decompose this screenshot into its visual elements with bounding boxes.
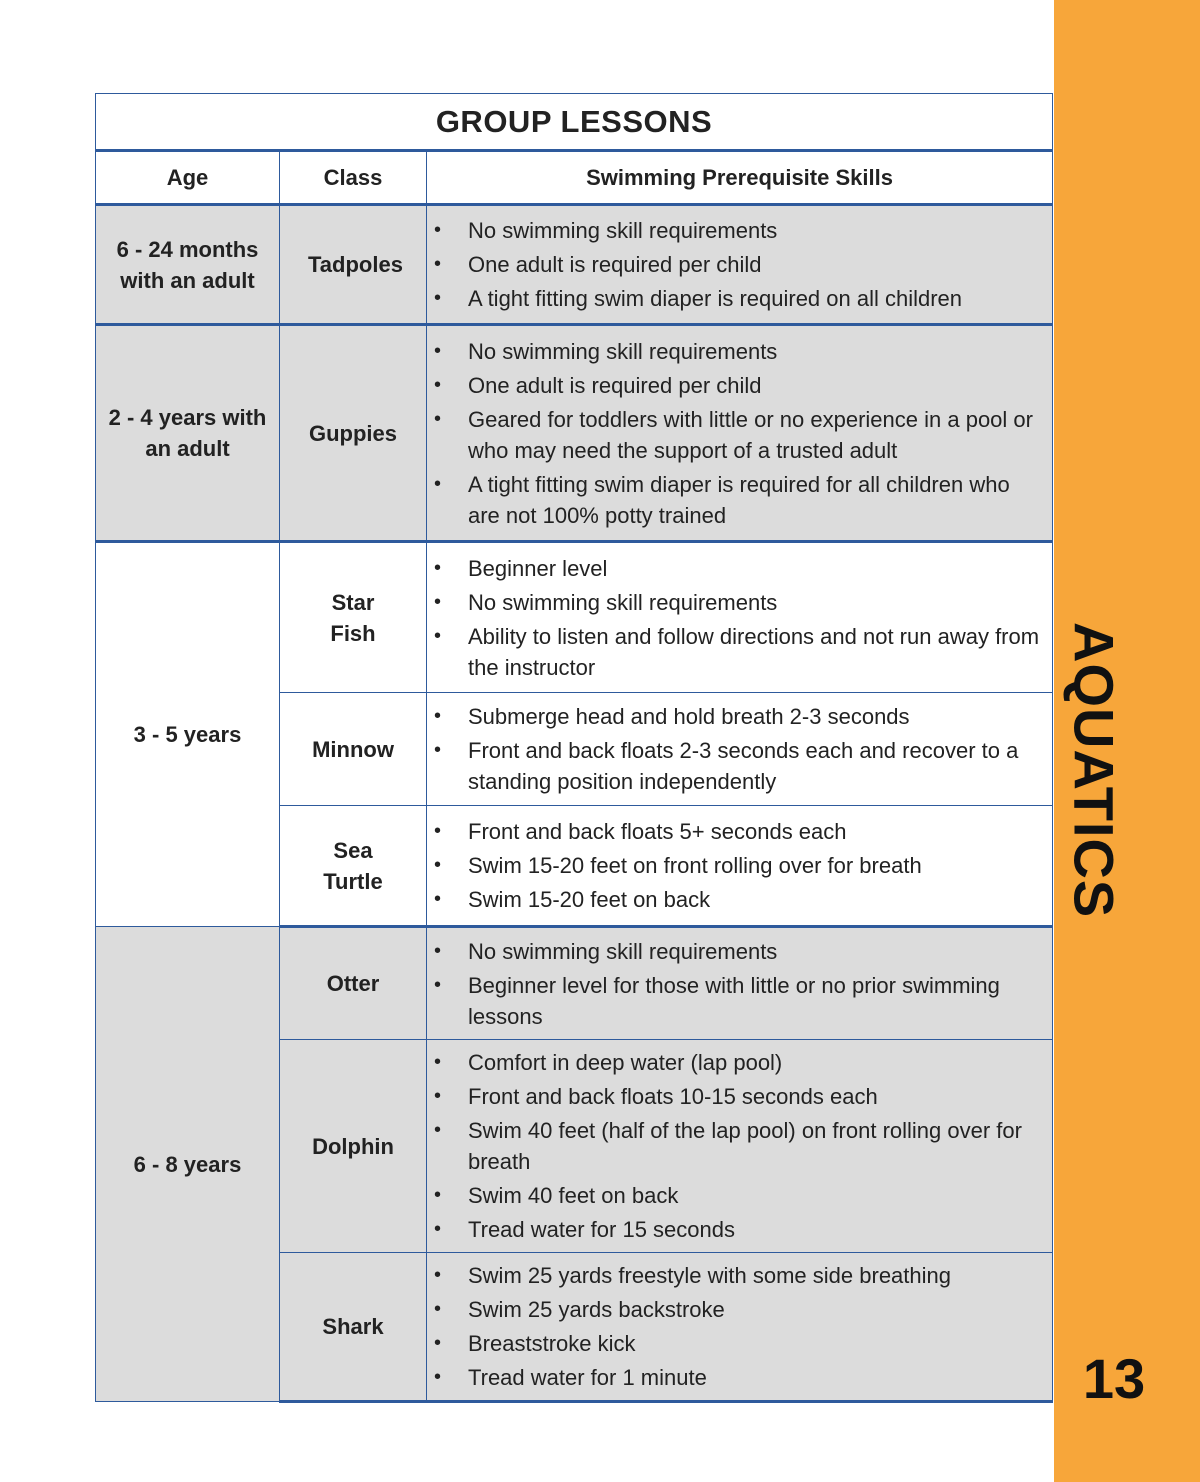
class-name: Guppies bbox=[308, 420, 397, 446]
skills-list bbox=[427, 929, 1052, 1039]
skill-item: • Breaststroke kick bbox=[468, 1328, 1044, 1359]
section-label-text: AQUATICS bbox=[1062, 621, 1126, 919]
age-label: 6 - 24 months with an adult bbox=[116, 236, 259, 293]
skills-cell bbox=[427, 542, 1053, 693]
class-cell bbox=[280, 325, 427, 542]
skill-item: • A tight fitting swim diaper is required on all children bbox=[468, 283, 1044, 314]
skill-item: • Swim 15-20 feet on back bbox=[468, 884, 1044, 915]
skills-list bbox=[427, 1253, 1052, 1400]
skill-item: • Swim 40 feet on back bbox=[468, 1180, 1044, 1211]
age-cell bbox=[96, 205, 280, 325]
class-name: Shark bbox=[322, 1314, 384, 1339]
class-cell bbox=[280, 693, 427, 806]
table-row bbox=[96, 205, 1053, 325]
skills-list bbox=[427, 546, 1052, 690]
skills-cell bbox=[427, 927, 1053, 1040]
skills-cell bbox=[427, 205, 1053, 325]
skill-item: • No swimming skill requirements bbox=[468, 587, 1044, 618]
age-label: 3 - 5 years bbox=[133, 722, 242, 747]
table-row bbox=[96, 325, 1053, 542]
table-title: GROUP LESSONS bbox=[96, 94, 1053, 151]
class-cell bbox=[280, 542, 427, 693]
skill-item: • No swimming skill requirements bbox=[468, 336, 1044, 367]
class-cell bbox=[280, 1040, 427, 1253]
skills-list bbox=[427, 809, 1052, 922]
skills-cell bbox=[427, 693, 1053, 806]
class-cell bbox=[280, 205, 427, 325]
section-label bbox=[1063, 610, 1125, 930]
skill-item: • One adult is required per child bbox=[468, 370, 1044, 401]
skill-item: • Comfort in deep water (lap pool) bbox=[468, 1047, 1044, 1078]
class-name: Dolphin bbox=[312, 1133, 394, 1159]
skills-cell bbox=[427, 1040, 1053, 1253]
skills-list bbox=[427, 329, 1052, 538]
skill-item: • No swimming skill requirements bbox=[468, 215, 1044, 246]
class-name: Star Fish bbox=[330, 589, 376, 646]
age-label: 6 - 8 years bbox=[133, 1151, 242, 1177]
class-cell bbox=[280, 806, 427, 927]
skill-item: • Swim 40 feet (half of the lap pool) on front rolling over for breath bbox=[468, 1115, 1044, 1177]
class-name: Otter bbox=[326, 971, 380, 996]
skill-item: • Tread water for 15 seconds bbox=[468, 1214, 1044, 1245]
skill-item: • Submerge head and hold breath 2-3 seconds bbox=[468, 701, 1044, 732]
skills-list bbox=[427, 694, 1052, 804]
skill-item: • Front and back floats 5+ seconds each bbox=[468, 816, 1044, 847]
class-name: Minnow bbox=[312, 736, 394, 762]
skill-item: • Front and back floats 2-3 seconds each and recover to a standing position independently bbox=[468, 735, 1044, 797]
skill-item: • Swim 15-20 feet on front rolling over for breath bbox=[468, 850, 1044, 881]
skill-item: • Front and back floats 10-15 seconds each bbox=[468, 1081, 1044, 1112]
table-row bbox=[96, 542, 1053, 693]
skills-list bbox=[427, 208, 1052, 321]
group-lessons-table bbox=[95, 93, 1053, 1403]
column-header-age: Age bbox=[96, 151, 280, 205]
skills-cell bbox=[427, 806, 1053, 927]
skills-cell bbox=[427, 1253, 1053, 1402]
skill-item: • Tread water for 1 minute bbox=[468, 1362, 1044, 1393]
skill-item: • Beginner level for those with little or no prior swimming lessons bbox=[468, 970, 1044, 1032]
skills-cell bbox=[427, 325, 1053, 542]
skill-item: • Geared for toddlers with little or no experience in a pool or who may need the support of a trusted adult bbox=[468, 404, 1044, 466]
class-name: Tadpoles bbox=[308, 252, 403, 277]
class-cell bbox=[280, 1253, 427, 1402]
table-row bbox=[96, 927, 1053, 1040]
skill-item: • One adult is required per child bbox=[468, 249, 1044, 280]
column-header-class: Class bbox=[280, 151, 427, 205]
skill-item: • Beginner level bbox=[468, 553, 1044, 584]
age-label: 2 - 4 years with an adult bbox=[108, 405, 267, 461]
age-cell bbox=[96, 927, 280, 1402]
class-cell bbox=[280, 927, 427, 1040]
column-header-skills: Swimming Prerequisite Skills bbox=[427, 151, 1053, 205]
class-name: Sea Turtle bbox=[323, 837, 383, 894]
age-cell bbox=[96, 542, 280, 927]
page-number: 13 bbox=[1082, 1347, 1146, 1410]
table-body bbox=[96, 205, 1053, 1402]
skills-list bbox=[427, 1040, 1052, 1252]
skill-item: • Swim 25 yards freestyle with some side breathing bbox=[468, 1260, 1044, 1291]
skill-item: • No swimming skill requirements bbox=[468, 936, 1044, 967]
age-cell bbox=[96, 325, 280, 542]
skill-item: • A tight fitting swim diaper is required for all children who are not 100% potty trained bbox=[468, 469, 1044, 531]
skill-item: • Swim 25 yards backstroke bbox=[468, 1294, 1044, 1325]
skill-item: • Ability to listen and follow directions and not run away from the instructor bbox=[468, 621, 1044, 683]
